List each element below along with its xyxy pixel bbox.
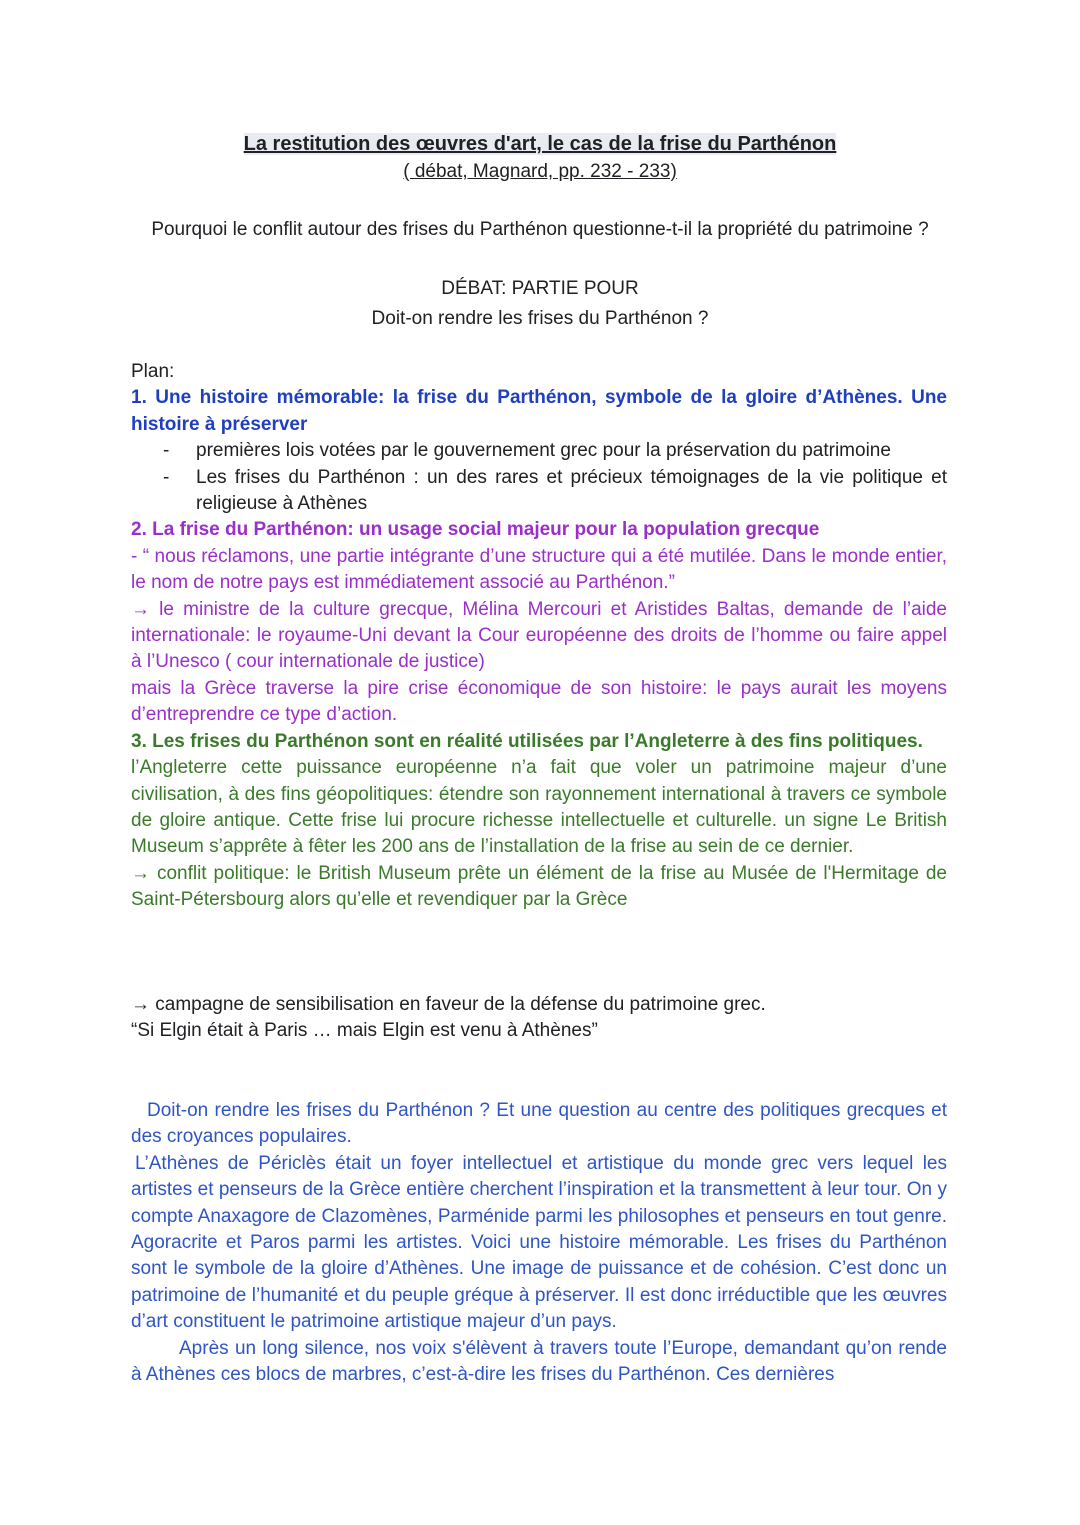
plan-part2-heading: 2. La frise du Parthénon: un usage social majeur pour la population grecque	[131, 519, 820, 541]
plan-part2-crisis: mais la Grèce traverse la pire crise économique de son histoire: le pays aurait les moyens d’entreprendre ce type d’action.	[131, 677, 947, 726]
essay-section	[131, 1098, 947, 1388]
document-title: La restitution des œuvres d'art, le cas de la frise du Parthénon	[243, 133, 837, 155]
plan-part2-arrow: → le ministre de la culture grecque, Mélina Mercouri et Aristides Baltas, demande de l’aide internationale: le royaume-Uni devant la Cour européenne des droits de l’homme ou faire appel à l’Unesco ( cour internationale de justice)	[131, 598, 947, 673]
list-item: - premières lois votées par le gouvernement grec pour la préservation du patrimoine	[131, 438, 947, 464]
debate-heading: DÉBAT: PARTIE POUR	[441, 278, 639, 299]
document-subtitle: ( débat, Magnard, pp. 232 - 233)	[403, 161, 677, 182]
plan-part1-bullets	[131, 438, 947, 517]
plan-part3-heading: 3. Les frises du Parthénon sont en réalité utilisées par l’Angleterre à des fins politiques.	[131, 730, 923, 752]
list-item: - Les frises du Parthénon : un des rares et précieux témoignages de la vie politique et religieuse à Athènes	[131, 465, 947, 518]
plan-part3-arrow: → conflit politique: le British Museum prête un élément de la frise au Musée de l'Hermitage de Saint-Pétersbourg alors qu’elle et revendiquer par la Grèce	[131, 862, 947, 911]
debate-question: Doit-on rendre les frises du Parthénon ?	[371, 308, 709, 329]
essay-paragraph-3: Après un long silence, nos voix s'élèvent à travers toute l’Europe, demandant qu’on rende à Athènes ces blocs de marbres, c’est-à-dire les frises du Parthénon. Ces dernières	[131, 1337, 947, 1386]
plan-part1-heading: 1. Une histoire mémorable: la frise du Parthénon, symbole de la gloire d’Athènes. Une histoire à préserver	[131, 387, 947, 435]
debate-heading-block	[0, 274, 1080, 334]
plan-part2-quote: - “ nous réclamons, une partie intégrante d’une structure qui a été mutilée. Dans le monde entier, le nom de notre pays est immédiatement associé au Parthénon.”	[131, 545, 947, 594]
essay-paragraph-2: L’Athènes de Périclès était un foyer intellectuel et artistique du monde grec vers lequel les artistes et penseurs de la Grèce entière cherchent l’inspiration et la transmettent à leur tour. On y compte Anaxagore de Clazomènes, Parménide parmi les philosophes et penseurs en tout genre. Agoracrite et Paros parmi les artistes. Voici une histoire mémorable. Les frises du Parthénon sont le symbole de la gloire d’Athènes. Une image de puissance et de cohésion. C’est donc un patrimoine de l’humanité et du peuple gréque à préserver. Il est donc irréductible que les œuvres d’art constituent le patrimoine artistique majeur d’un pays.	[131, 1152, 947, 1333]
plan-label: Plan:	[131, 361, 175, 382]
essay-paragraph-1: Doit-on rendre les frises du Parthénon ? Et une question au centre des politiques grecques et des croyances populaires.	[131, 1100, 947, 1148]
plan-part3-text: l’Angleterre cette puissance européenne n’a fait que voler un patrimoine majeur d’une civilisation, à des fins géopolitiques: étendre son rayonnement international à travers ce symbole de gloire antique. Cette frise lui procure richesse intellectuelle et culturelle. un signe Le British Museum s’apprête à fêter les 200 ans de l’installation de la frise au sein de ce dernier.	[131, 757, 947, 858]
campaign-line: → campagne de sensibilisation en faveur de la défense du patrimoine grec.	[131, 994, 766, 1015]
campaign-section	[131, 992, 947, 1045]
slogan-line: “Si Elgin était à Paris … mais Elgin est venu à Athènes”	[131, 1020, 598, 1042]
problem-question: Pourquoi le conflit autour des frises du Parthénon questionne-t-il la propriété du patrimoine ?	[151, 219, 929, 240]
plan-section	[131, 359, 947, 914]
